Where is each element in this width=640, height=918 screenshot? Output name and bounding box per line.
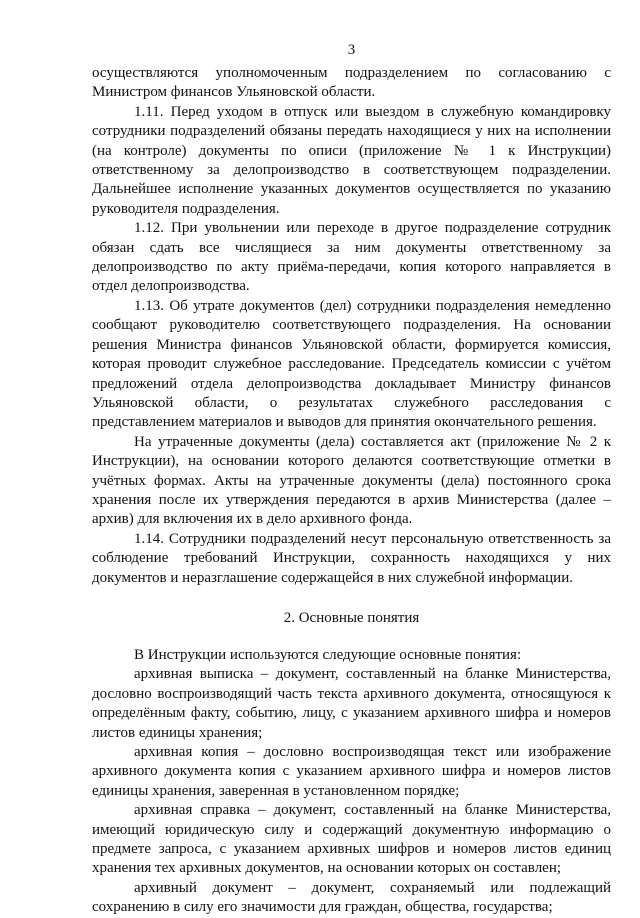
paragraph-lost-documents: На утраченные документы (дела) составляется акт (приложение № 2 к Инструкции), на основании которого делаются соответствующие отметки в учётных формах. Акты на утраченные документы (дела) постоянного срока хранения после их утверждения передаются в архив Министерства (далее – архив) для включения их в дело архивного фонда. (92, 433, 611, 528)
paragraph-archival-certificate: архивная справка – документ, составленный на бланке Министерства, имеющий юридическую силу и содержащий документную информацию о предмете запроса, с указанием архивных шифров и номеров листов единиц хранения тех архивных документов, на основании которых он составлен; (92, 802, 611, 877)
paragraph-1-11: 1.11. Перед уходом в отпуск или выездом в служебную командировку сотрудники подразделений обязаны передать находящиеся у них на исполнении (на контроле) документы по описи (приложение № 1 к Инструкции) ответственному за делопроизводство в соответствующем подразделении. Дальнейшее исполнение указанных документов осуществляется по указанию руководителя подразделения. (92, 103, 611, 217)
page-number: 3 (347, 42, 356, 58)
paragraph-archival-copy: архивная копия – дословно воспроизводящая текст или изображение архивного документа копия с указанием архивного шифра и номеров листов единицы хранения, заверенная в установленном порядке; (92, 744, 611, 799)
paragraph-1-12: 1.12. При увольнении или переходе в другое подразделение сотрудник обязан сдать все числящиеся за ним документы ответственному за делопроизводство по акту приёма-передачи, копия которого направляется в отдел делопроизводства. (92, 220, 611, 295)
paragraph-1-13: 1.13. Об утрате документов (дел) сотрудники подразделения немедленно сообщают руководителю соответствующего подразделения. На основании решения Министра финансов Ульяновской области, формируется комиссия, которая проводит служебное расследование. Председатель комиссии с учётом предложений отдела делопроизводства докладывает Министру финансов Ульяновской области, о результатах служебного расследования с представлением материалов и выводов для принятия окончательного решения. (92, 297, 611, 431)
document-page (92, 40, 611, 918)
paragraph-archival-document: архивный документ – документ, сохраняемый или подлежащий сохранению в силу его значимости для граждан, общества, государства; (92, 879, 611, 916)
paragraph-continuation: осуществляются уполномоченным подразделением по согласованию с Министром финансов Ульяновской области. (92, 65, 611, 101)
section-title: 2. Основные понятия (283, 609, 420, 626)
paragraph-1-14: 1.14. Сотрудники подразделений несут персональную ответственность за соблюдение требований Инструкции, сохранность находящихся у них документов и неразглашение содержащейся в них служебной информации. (92, 530, 611, 586)
paragraph-archival-extract: архивная выписка – документ, составленный на бланке Министерства, дословно воспроизводящий часть текста архивного документа, относящуюся к определённым факту, событию, лицу, с указанием архивного шифра и номеров листов единицы хранения; (92, 666, 611, 741)
paragraph-definitions-intro: В Инструкции используются следующие основные понятия: (134, 646, 522, 663)
